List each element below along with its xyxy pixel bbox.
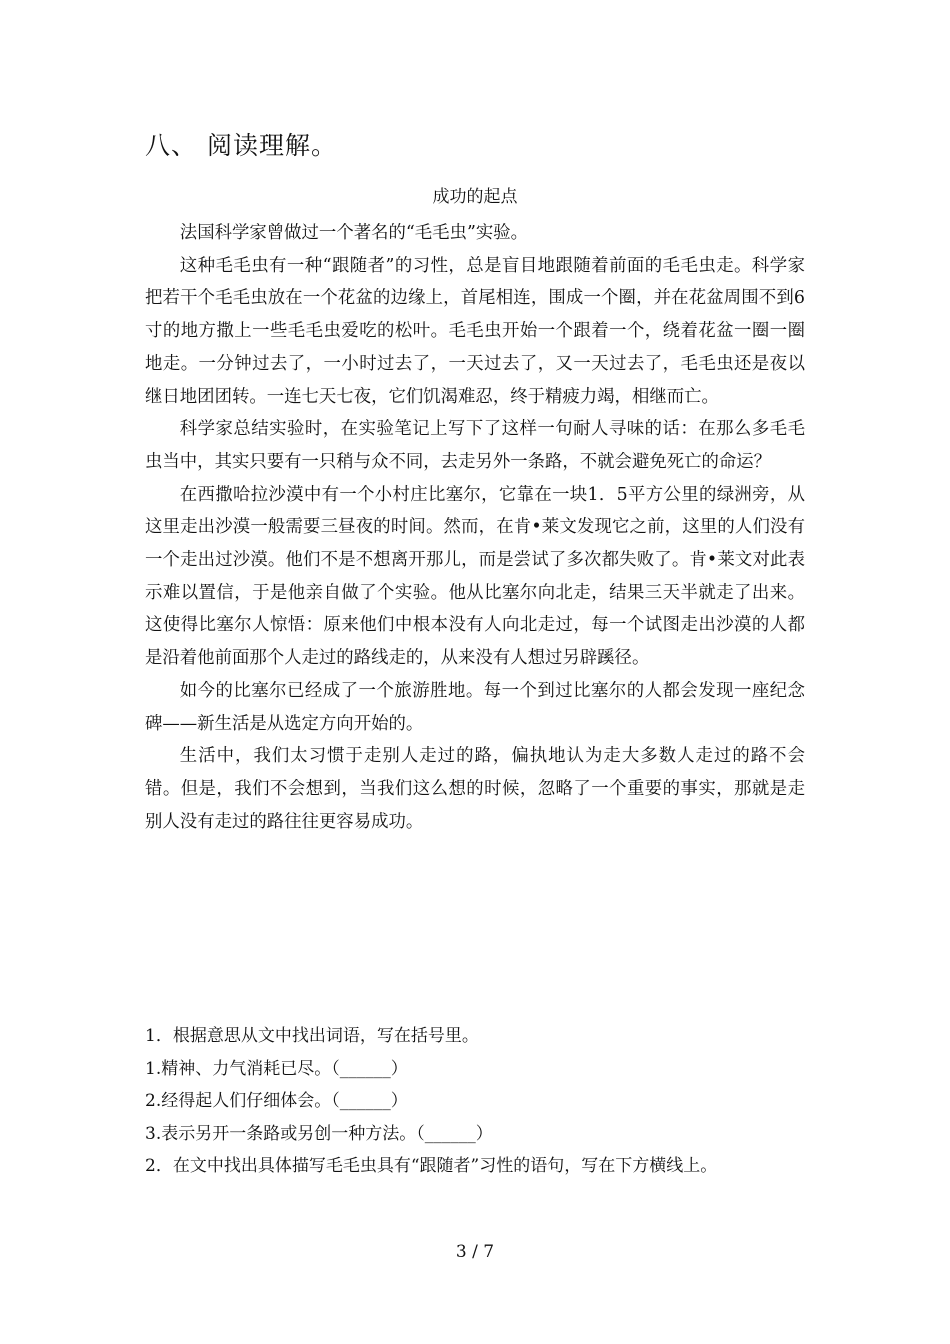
section-title: 阅读理解。 bbox=[207, 131, 338, 160]
question-1-prompt: 1．根据意思从文中找出词语，写在括号里。 bbox=[145, 1026, 479, 1046]
story-title: 成功的起点 bbox=[432, 187, 518, 207]
section-number: 八、 bbox=[145, 131, 198, 160]
story-paragraph: 法国科学家曾做过一个著名的“毛毛虫”实验。 bbox=[179, 223, 529, 243]
question-1-item: 3.表示另开一条路或另创一种方法。（______） bbox=[145, 1123, 493, 1144]
story-paragraph: 这种毛毛虫有一种“跟随者”的习性，总是盲目地跟随着前面的毛毛虫走。科学家把若干个毛毛虫放在一个花盆的边缘上，首尾相连，围成一个圈，并在花盆周围不到6寸的地方撒上一些毛毛虫爱吃的松叶。毛毛虫开始一个跟着一个，绕着花盆一圈一圈地走。一分钟过去了，一小时过去了，一天过去了，又一天过去了，毛毛虫还是夜以继日地团团转。一连七天七夜，它们饥渴难忍，终于精疲力竭，相继而亡。 bbox=[145, 255, 805, 407]
question-2-prompt: 2．在文中找出具体描写毛毛虫具有“跟随者”习性的语句，写在下方横线上。 bbox=[145, 1156, 718, 1177]
questions-section bbox=[145, 1020, 825, 1183]
story-paragraph: 生活中，我们太习惯于走别人走过的路，偏执地认为走大多数人走过的路不会错。但是，我们不会想到，当我们这么想的时候，忽略了一个重要的事实，那就是走别人没有走过的路往往更容易成功。 bbox=[145, 746, 805, 832]
page-number: 3 / 7 bbox=[455, 1242, 495, 1262]
story-paragraph: 如今的比塞尔已经成了一个旅游胜地。每一个到过比塞尔的人都会发现一座纪念碑——新生活是从选定方向开始的。 bbox=[145, 680, 805, 734]
question-1-item: 2.经得起人们仔细体会。（______） bbox=[145, 1091, 408, 1112]
question-1-item: 1.精神、力气消耗已尽。（______） bbox=[145, 1058, 408, 1079]
story-paragraph: 科学家总结实验时，在实验笔记上写下了这样一句耐人寻味的话：在那么多毛毛虫当中，其实只要有一只稍与众不同，去走另外一条路，不就会避免死亡的命运？ bbox=[145, 419, 805, 472]
story-body bbox=[145, 217, 805, 838]
section-heading bbox=[145, 128, 337, 164]
story-paragraph: 在西撒哈拉沙漠中有一个小村庄比塞尔，它靠在一块1．5平方公里的绿洲旁，从这里走出沙漠一般需要三昼夜的时间。然而，在肯•莱文发现它之前，这里的人们没有一个走出过沙漠。他们不是不想离开那儿，而是尝试了多次都失败了。肯•莱文对此表示难以置信，于是他亲自做了个实验。他从比塞尔向北走，结果三天半就走了出来。这使得比塞尔人惊悟：原来他们中根本没有人向北走过，每一个试图走出沙漠的人都是沿着他前面那个人走过的路线走的，从来没有人想过另辟蹊径。 bbox=[145, 484, 805, 669]
